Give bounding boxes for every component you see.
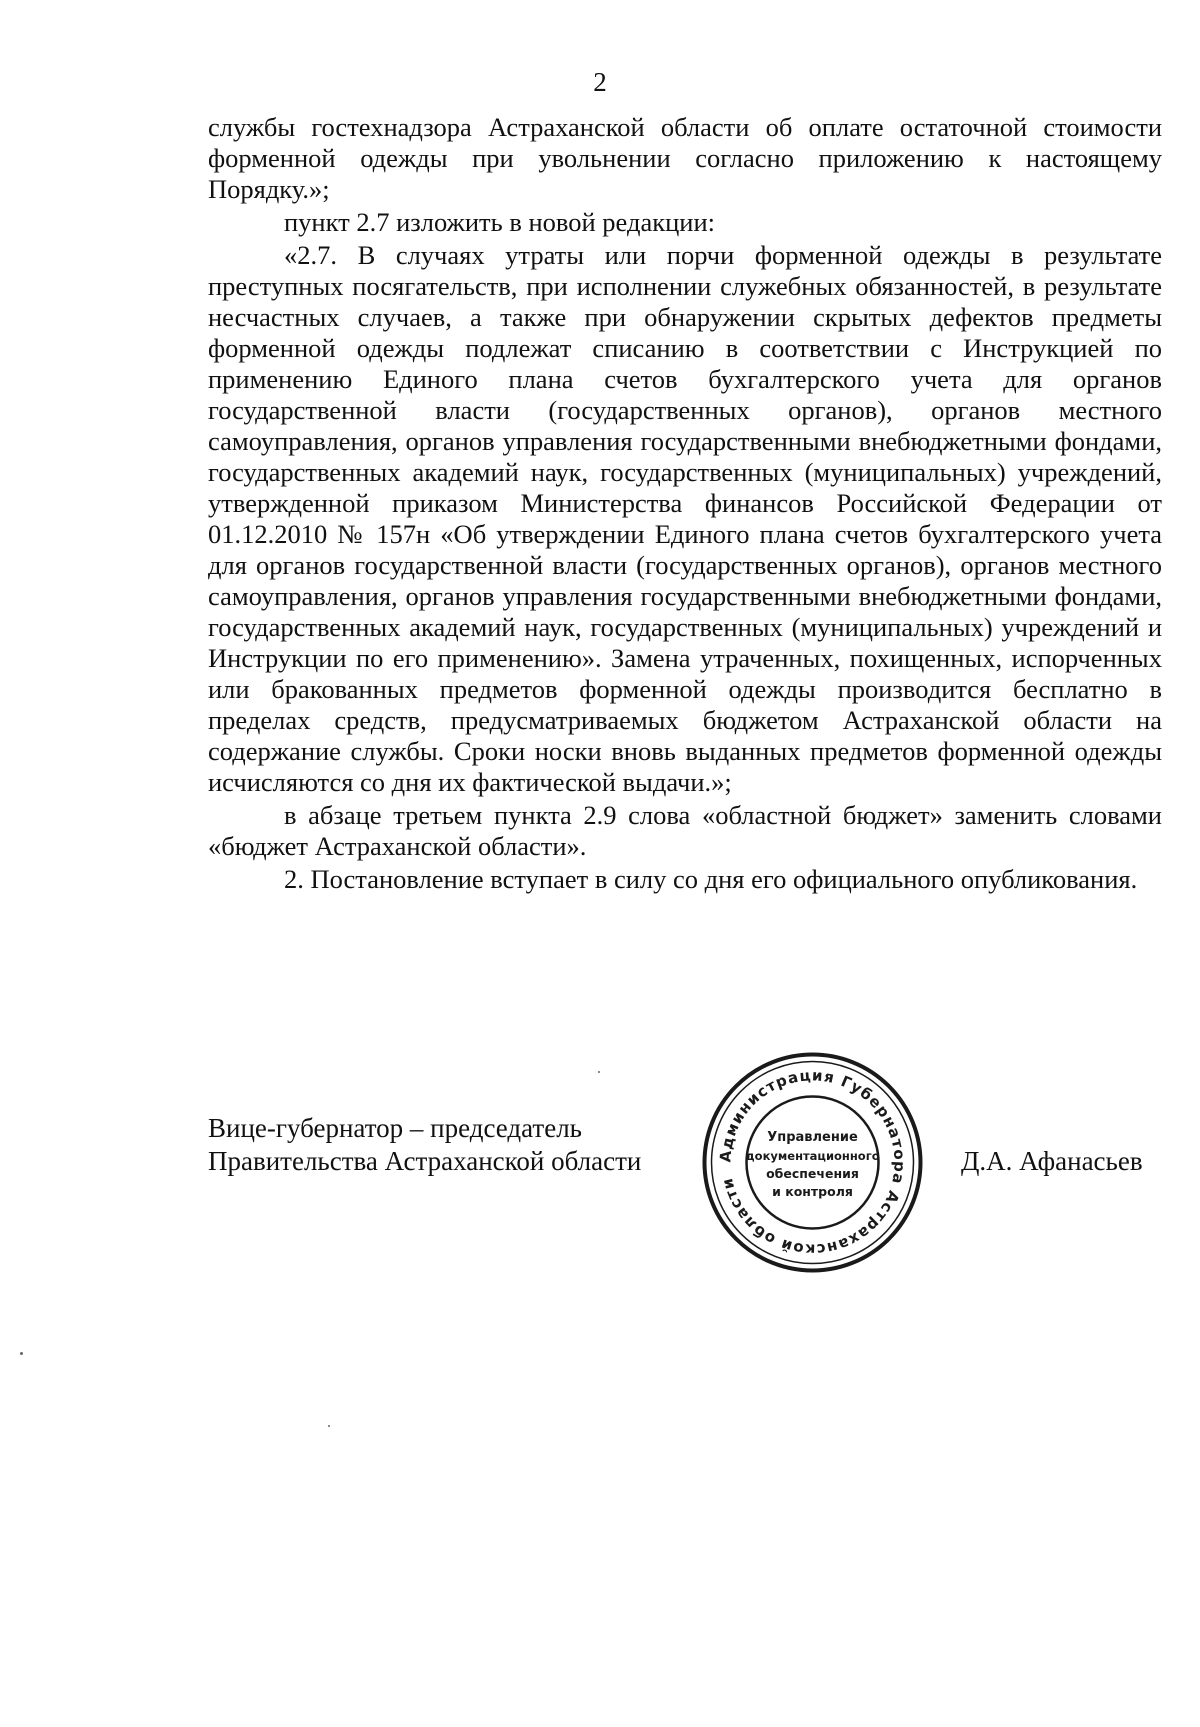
seal-inner-line-4: и контроля — [772, 1184, 853, 1199]
signature-position-line-1: Вице-губернатор – председатель — [208, 1113, 582, 1143]
seal-inner-line-2: документационного — [745, 1149, 880, 1163]
scan-speck — [328, 1425, 330, 1427]
scan-speck — [20, 1352, 23, 1355]
seal-inner-line-1: Управление — [767, 1130, 858, 1145]
signatory-name: Д.А. Афанасьев — [961, 1146, 1143, 1176]
document-body — [208, 112, 1162, 897]
paragraph-2: пункт 2.7 изложить в новой редакции: — [284, 207, 715, 237]
paragraph-5: 2. Постановление вступает в силу со дня его официального опубликования. — [284, 864, 1138, 894]
scan-speck — [598, 1071, 600, 1073]
paragraph-4: в абзаце третьем пункта 2.9 слова «областной бюджет» заменить словами «бюджет Астраханской области». — [208, 800, 1162, 861]
seal-inner-line-3: обеспечения — [766, 1166, 859, 1181]
official-seal-stamp — [700, 1050, 925, 1275]
paragraph-3: «2.7. В случаях утраты или порчи форменной одежды в результате преступных посягательств, при исполнении служебных обязанностей, в результате несчастных случаев, а также при обнаружении скрытых дефектов предметы форменной одежды подлежат списанию в соответствии с Инструкцией по применению Единого плана счетов бухгалтерского учета для органов государственной власти (государственных органов), органов местного самоуправления, органов управления государственными внебюджетными фондами, государственных академий наук, государственных (муниципальных) учреждений, утвержденной приказом Министерства финансов Российской Федерации от 01.12.2010 № 157н «Об утверждении Единого плана счетов бухгалтерского учета для органов государственной власти (государственных органов), органов местного самоуправления, органов управления государственными внебюджетными фондами, государственных академий наук, государственных (муниципальных) учреждений и Инструкции по его применению». Замена утраченных, похищенных, испорченных или бракованных предметов форменной одежды производится бесплатно в пределах средств, предусматриваемых бюджетом Астраханской области на содержание службы. Сроки носки вновь выданных предметов форменной одежды исчисляются со дня их фактической выдачи.»; — [208, 240, 1162, 797]
paragraph-1: службы гостехнадзора Астраханской области об оплате остаточной стоимости форменной одежды при увольнении согласно приложению к настоящему Порядку.»; — [208, 112, 1162, 204]
page-number: 2 — [593, 67, 607, 97]
signature-position-line-2: Правительства Астраханской области — [208, 1146, 642, 1176]
seal-graphic — [700, 1050, 925, 1275]
seal-outer-text: Администрация Губернатора Астраханской области — [716, 1066, 909, 1259]
signature-position — [208, 1112, 641, 1178]
